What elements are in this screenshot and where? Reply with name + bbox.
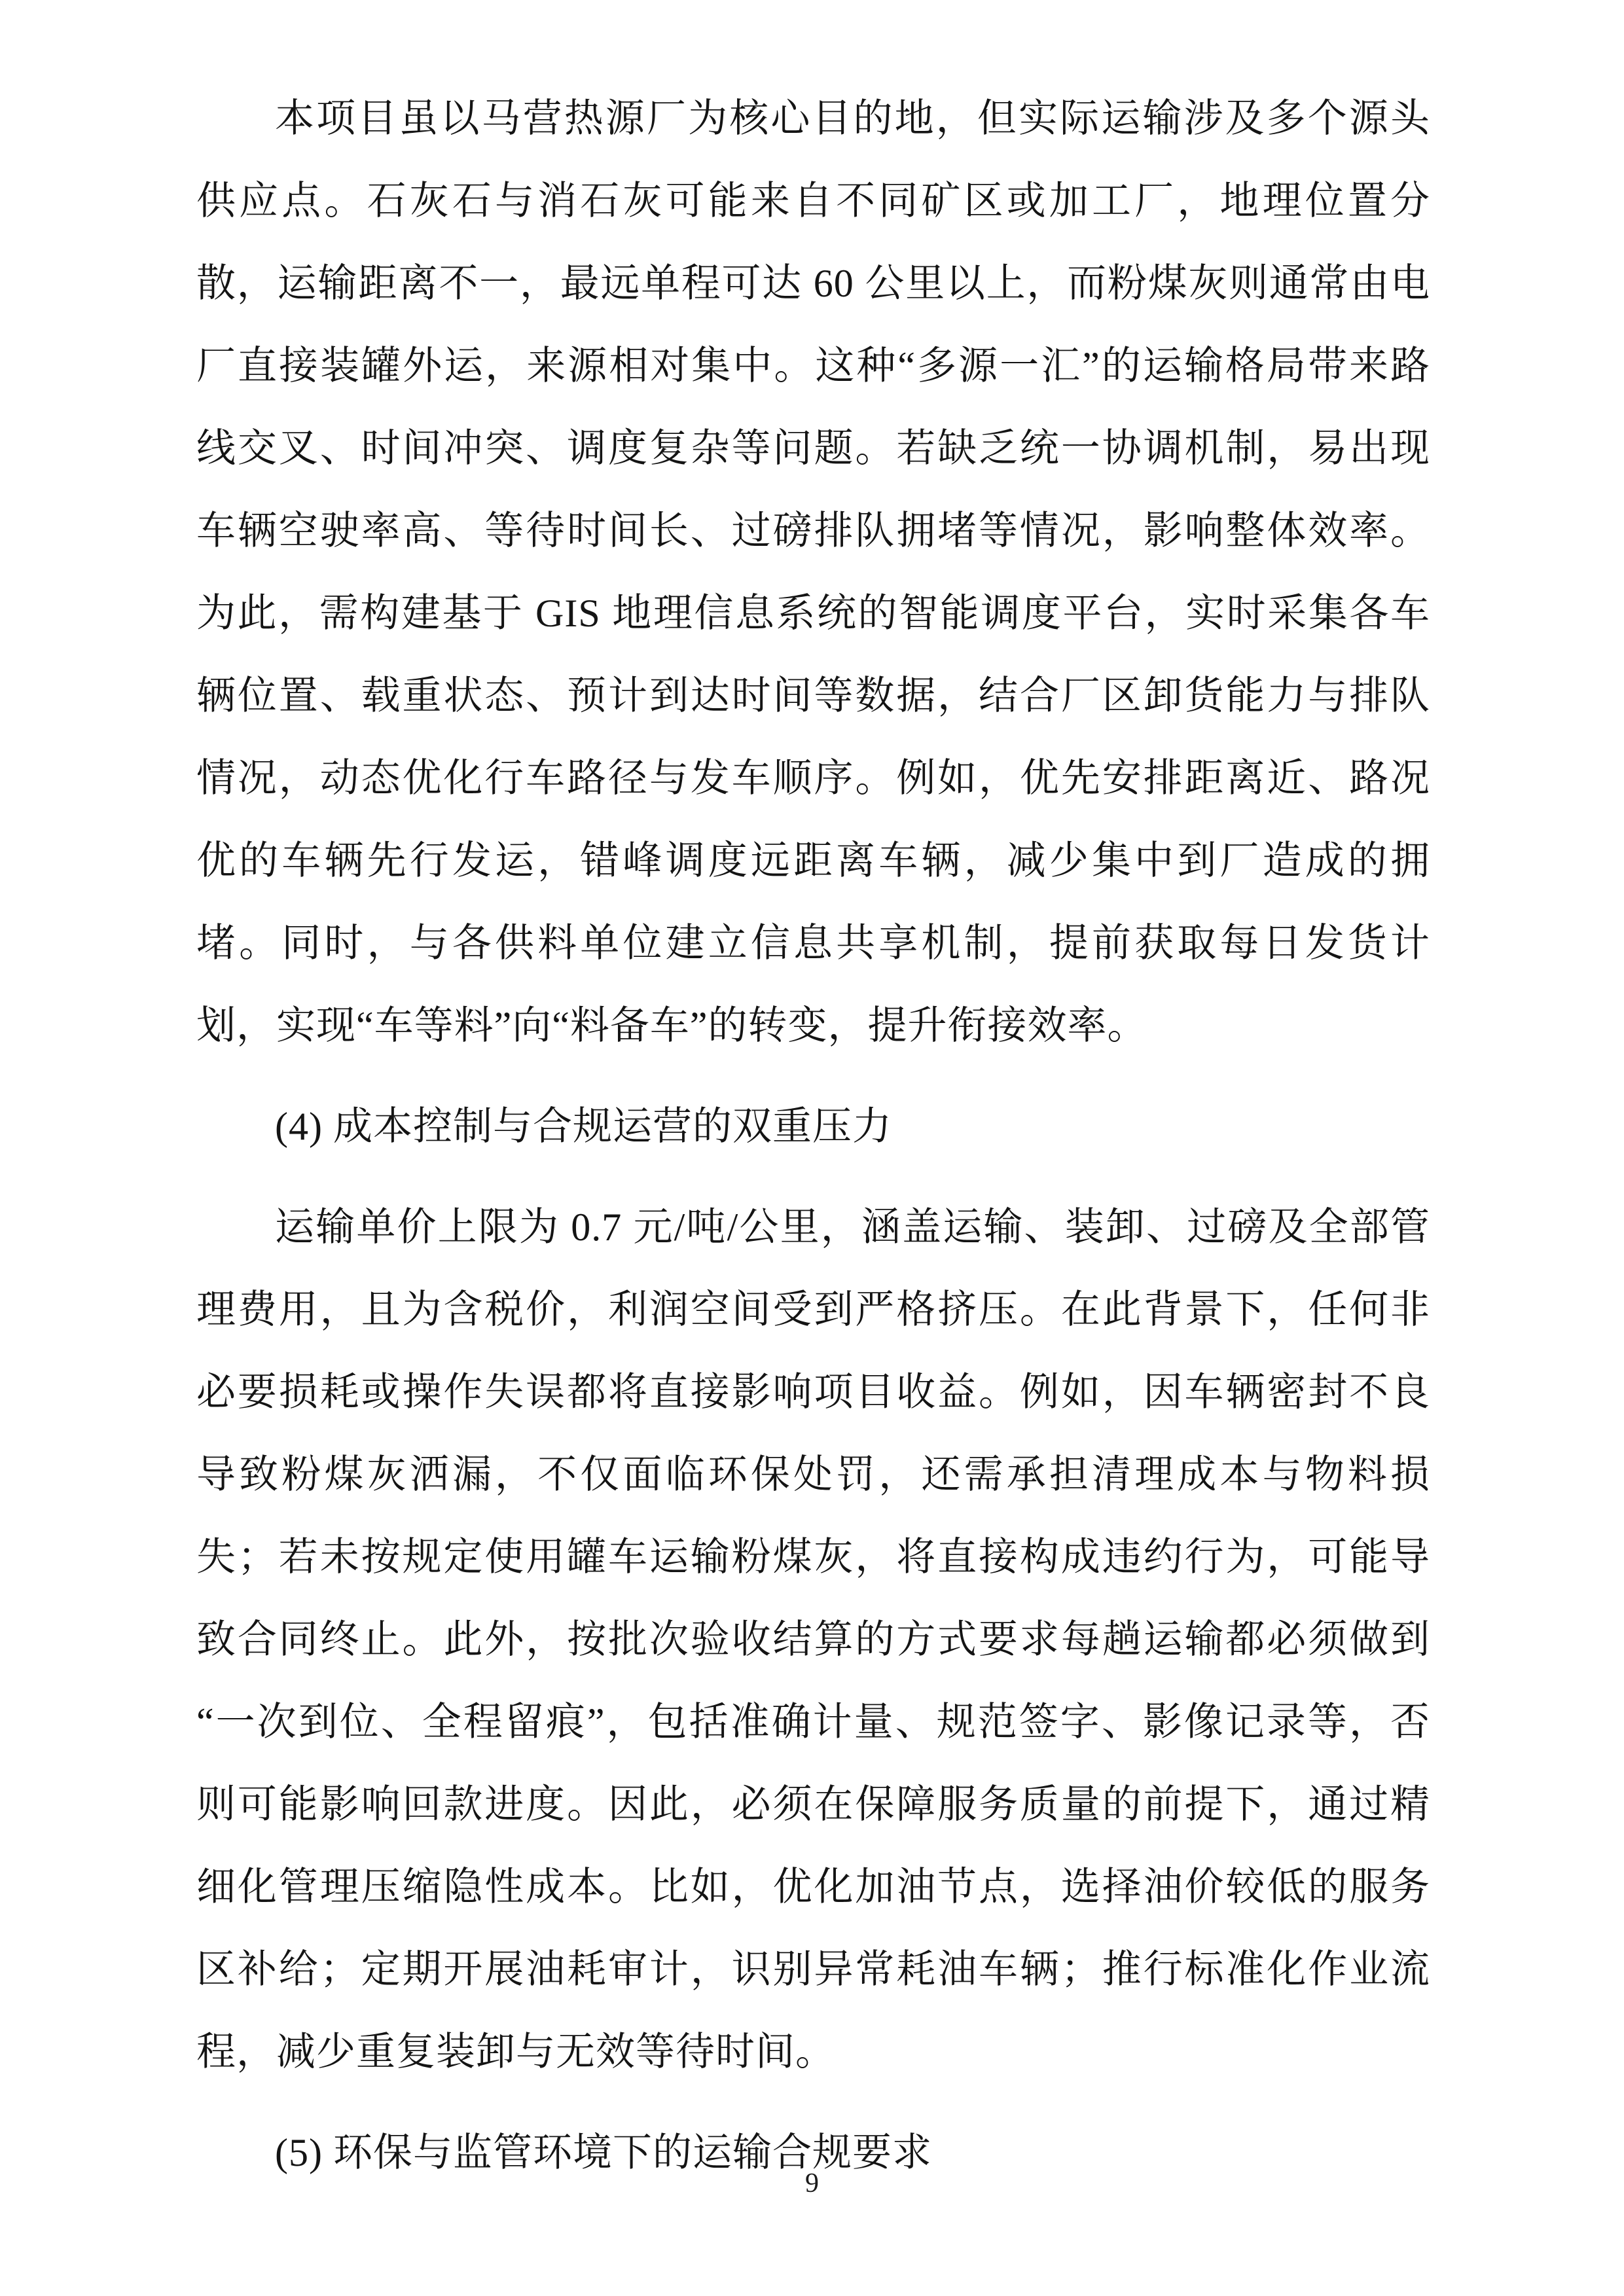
paragraph-cost-control-details: 运输单价上限为 0.7 元/吨/公里，涵盖运输、装卸、过磅及全部管理费用，且为含税价，利润空间受到严格挤压。在此背景下，任何非必要损耗或操作失误都将直接影响项目收益。例如，因车辆密封不良导致粉煤灰洒漏，不仅面临环保处罚，还需承担清理成本与物料损失；若未按规定使用罐车运输粉煤灰，将直接构成违约行为，可能导致合同终止。此外，按批次验收结算的方式要求每趟运输都必须做到“一次到位、全程留痕”，包括准确计量、规范签字、影像记录等，否则可能影响回款进度。因此，必须在保障服务质量的前提下，通过精细化管理压缩隐性成本。比如，优化加油节点，选择油价较低的服务区补给；定期开展油耗审计，识别异常耗油车辆；推行标准化作业流程，减少重复装卸与无效等待时间。 (196, 1206, 1430, 2073)
heading-section-5-environment-regulation: (5) 环保与监管环境下的运输合规要求 (275, 2131, 932, 2174)
page-number: 9 (805, 2168, 819, 2198)
paragraph-multi-source-dispatch: 本项目虽以马营热源厂为核心目的地，但实际运输涉及多个源头供应点。石灰石与消石灰可能来自不同矿区或加工厂，地理位置分散，运输距离不一，最远单程可达 60 公里以上，而粉煤灰则通常由电厂直接装罐外运，来源相对集中。这种“多源一汇”的运输格局带来路线交叉、时间冲突、调度复杂等问题。若缺乏统一协调机制，易出现车辆空驶率高、等待时间长、过磅排队拥堵等情况，影响整体效率。为此，需构建基于 GIS 地理信息系统的智能调度平台，实时采集各车辆位置、载重状态、预计到达时间等数据，结合厂区卸货能力与排队情况，动态优化行车路径与发车顺序。例如，优先安排距离近、路况优的车辆先行发运，错峰调度远距离车辆，减少集中到厂造成的拥堵。同时，与各供料单位建立信息共享机制，提前获取每日发货计划，实现“车等料”向“料备车”的转变，提升衔接效率。 (196, 97, 1430, 1047)
heading-section-4-cost-compliance: (4) 成本控制与合规运营的双重压力 (275, 1105, 892, 1148)
page-footer (0, 2168, 1624, 2199)
page-body-text (196, 77, 1430, 2212)
